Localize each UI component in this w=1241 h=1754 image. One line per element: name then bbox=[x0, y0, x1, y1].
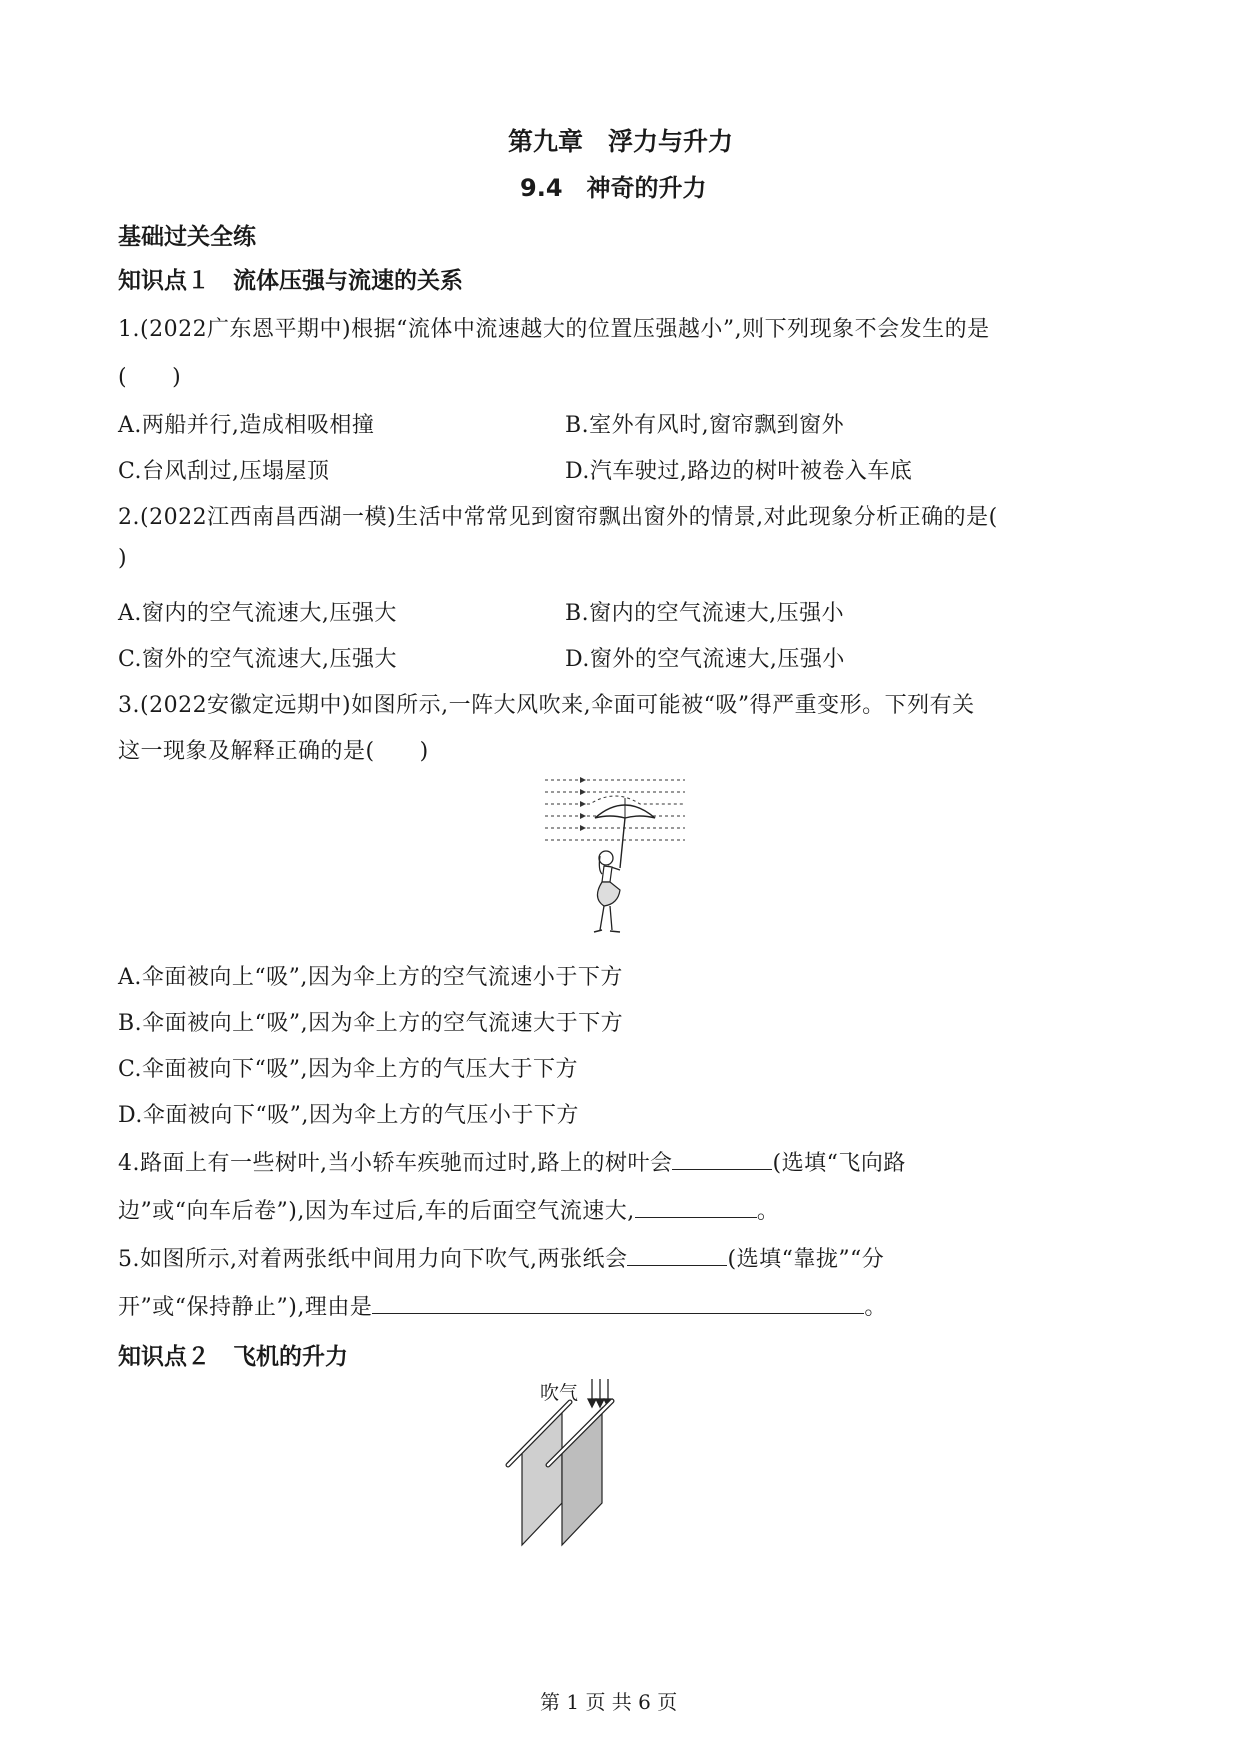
umbrella-wind-figure bbox=[540, 770, 690, 940]
q5-blank-2[interactable] bbox=[372, 1291, 864, 1314]
q3-option-b: B.伞面被向上“吸”,因为伞上方的空气流速大于下方 bbox=[118, 1011, 624, 1036]
q4-blank-2[interactable] bbox=[635, 1195, 757, 1218]
q4-line2-text-b: 。 bbox=[756, 1199, 780, 1224]
q3-stem-line2: 这一现象及解释正确的是( ) bbox=[118, 739, 429, 764]
q1-option-d: D.汽车驶过,路边的树叶被卷入车底 bbox=[565, 459, 913, 484]
q5-line1-text-b: (选填“靠拢”“分 bbox=[727, 1247, 885, 1272]
q5-line2-text-b: 。 bbox=[864, 1295, 887, 1320]
knowledge-point-1: 知识点１ 流体压强与流速的关系 bbox=[118, 268, 463, 294]
q1-stem-line2: ( ) bbox=[118, 365, 182, 390]
q4-line1 bbox=[118, 1146, 906, 1177]
q2-option-d: D.窗外的空气流速大,压强小 bbox=[565, 647, 845, 672]
q3-option-a: A.伞面被向上“吸”,因为伞上方的空气流速小于下方 bbox=[118, 965, 623, 990]
q5-line2-text-a: 开”或“保持静止”),理由是 bbox=[118, 1295, 373, 1320]
q4-line2 bbox=[118, 1194, 779, 1225]
q2-option-a: A.窗内的空气流速大,压强大 bbox=[118, 601, 397, 626]
q4-blank-1[interactable] bbox=[672, 1147, 772, 1170]
q4-line1-text-b: (选填“飞向路 bbox=[772, 1151, 906, 1176]
q5-line1-text-a: 5.如图所示,对着两张纸中间用力向下吹气,两张纸会 bbox=[118, 1247, 628, 1272]
q3-option-c: C.伞面被向下“吸”,因为伞上方的气压大于下方 bbox=[118, 1057, 579, 1082]
q2-stem-line1: 2.(2022江西南昌西湖一模)生活中常常见到窗帘飘出窗外的情景,对此现象分析正确的是( bbox=[118, 505, 998, 530]
page-footer: 第 1 页 共 6 页 bbox=[540, 1690, 678, 1714]
q5-blank-1[interactable] bbox=[627, 1243, 727, 1266]
q5-line1 bbox=[118, 1242, 884, 1273]
q3-option-d: D.伞面被向下“吸”,因为伞上方的气压小于下方 bbox=[118, 1103, 579, 1128]
chapter-title: 第九章 浮力与升力 bbox=[508, 127, 734, 156]
q2-option-b: B.窗内的空气流速大,压强小 bbox=[565, 601, 845, 626]
q1-option-b: B.室外有风时,窗帘飘到窗外 bbox=[565, 413, 845, 438]
part-title: 基础过关全练 bbox=[118, 224, 256, 250]
two-papers-figure bbox=[500, 1375, 640, 1550]
q2-stem-line2: ) bbox=[118, 546, 128, 571]
q3-stem-line1: 3.(2022安徽定远期中)如图所示,一阵大风吹来,伞面可能被“吸”得严重变形。下列有关 bbox=[118, 693, 975, 718]
section-title: 9.4 神奇的升力 bbox=[520, 174, 707, 202]
q2-option-c: C.窗外的空气流速大,压强大 bbox=[118, 647, 398, 672]
q1-option-a: A.两船并行,造成相吸相撞 bbox=[118, 413, 375, 438]
q4-line1-text-a: 4.路面上有一些树叶,当小轿车疾驰而过时,路上的树叶会 bbox=[118, 1151, 673, 1176]
q1-stem-line1: 1.(2022广东恩平期中)根据“流体中流速越大的位置压强越小”,则下列现象不会发生的是 bbox=[118, 317, 990, 342]
q4-line2-text-a: 边”或“向车后卷”),因为车过后,车的后面空气流速大, bbox=[118, 1199, 635, 1224]
figure2-label: 吹气 bbox=[540, 1382, 579, 1404]
q1-option-c: C.台风刮过,压塌屋顶 bbox=[118, 459, 330, 484]
q5-line2 bbox=[118, 1290, 887, 1321]
knowledge-point-2: 知识点２ 飞机的升力 bbox=[118, 1344, 348, 1370]
